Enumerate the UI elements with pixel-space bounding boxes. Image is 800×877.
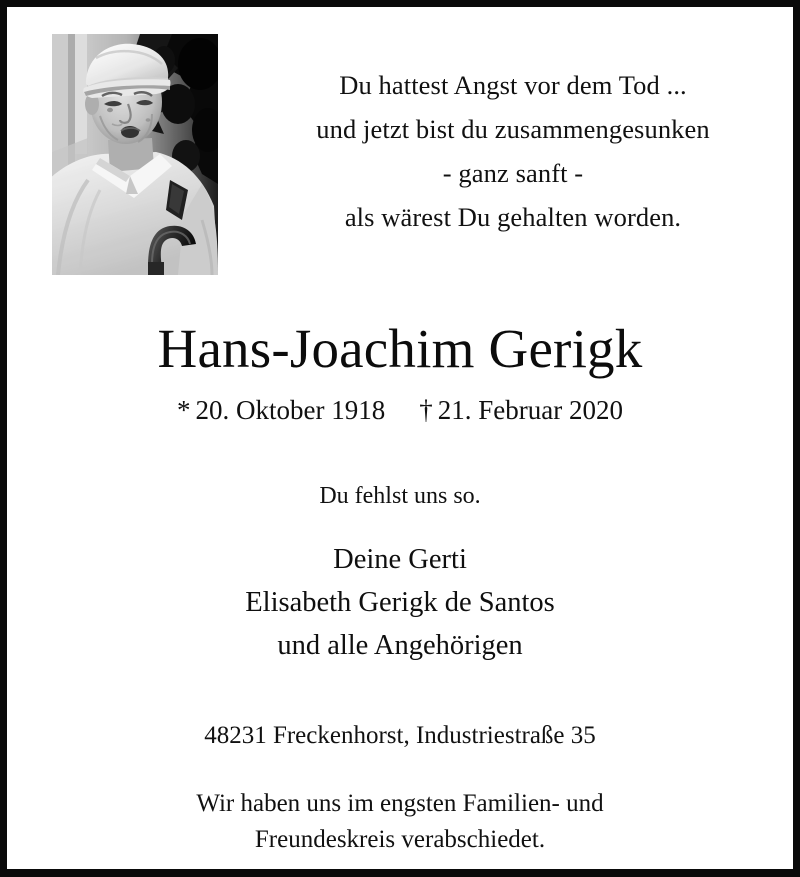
verse-line-4: als wärest Du gehalten worden. (344, 202, 682, 232)
death-date-group (419, 395, 623, 425)
name-block (7, 318, 793, 427)
life-dates (7, 393, 793, 427)
notice-inner-card (7, 7, 793, 869)
verse-line-2: und jetzt bist du zusammengesunken (316, 114, 710, 144)
cross-dagger-icon: † (419, 395, 433, 425)
birth-date-group (177, 395, 385, 425)
top-band (7, 7, 793, 290)
verse-text (243, 63, 783, 239)
closing-line-2: Freundeskreis verabschiedet. (254, 826, 546, 853)
birth-date: 20. Oktober 1918 (195, 395, 386, 425)
survivor-line-3: und alle Angehörigen (277, 630, 523, 661)
survivor-line-2: Elisabeth Gerigk de Santos (245, 587, 555, 618)
deceased-name: Hans-Joachim Gerigk (157, 318, 643, 379)
mourning-line: Du fehlst uns so. (319, 483, 481, 509)
verse-line-3: - ganz sanft - (442, 158, 584, 188)
closing-note (7, 786, 793, 858)
address-line: 48231 Freckenhorst, Industriestraße 35 (204, 722, 596, 749)
birth-star-icon: * (177, 395, 191, 425)
survivors-list (7, 538, 793, 667)
death-date: 21. Februar 2020 (437, 395, 623, 425)
portrait-photo (52, 34, 218, 275)
survivor-line-1: Deine Gerti (333, 544, 467, 575)
verse-line-1: Du hattest Angst vor dem Tod ... (339, 70, 687, 100)
closing-line-1: Wir haben uns im engsten Familien- und (196, 790, 604, 817)
